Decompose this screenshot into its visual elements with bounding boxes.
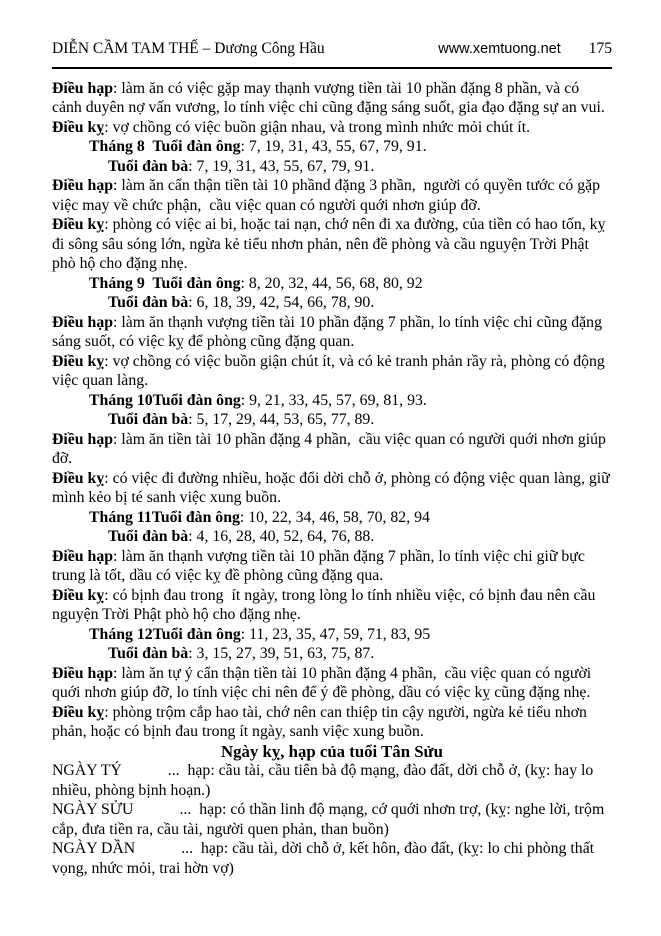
month-line [52,391,612,411]
dieu-hap-paragraph [52,430,612,469]
day-text: ... hạp: cầu tài, dời chỗ ở, kết hôn, đào đất, (kỵ: lo chi phòng thất vọng, nhức mỏi, trai hờn vợ) [52,840,595,877]
paragraph-text: : vợ chồng có việc buồn giận chút ít, và có kẻ tranh phản rầy rà, phòng có động việc quan làng. [52,352,605,389]
day-entry [52,761,612,800]
book-title: DIỄN CẦM TAM THẾ – Dương Công Hầu [52,40,325,57]
month-line [52,508,612,528]
tuoi-dan-ba-line [52,410,612,430]
dieu-ky-paragraph [52,469,612,508]
day-text: ... hạp: cầu tài, cầu tiên bà độ mạng, đào đất, dời chỗ ở, (kỵ: hay lo nhiều, phòng bịnh hoạn.) [52,762,594,799]
section-heading: Ngày kỵ, hạp của tuổi Tân Sửu [221,741,443,761]
paragraph-text: : phòng trộm cắp hao tài, chớ nên can thiệp tin cậy người, ngừa kẻ tiểu nhơn phản, hoặc có bịnh đau trong ít ngày, sanh việc xung buồn. [52,703,587,740]
dieu-hap-paragraph [52,547,612,586]
day-name: NGÀY DẦN [52,840,136,857]
website-url: www.xemtuong.net [438,41,561,57]
paragraph-text: : làm ăn thạnh vượng tiền tài 10 phần đặng 7 phần, lo tính việc chi cũng đặng sáng suốt, có việc kỵ để phòng cũng đặng quan. [52,313,602,350]
paragraph-text: : làm ăn thạnh vượng tiền tài 10 phần đặng 7 phần, lo tính việc chi giữ bực trung là tốt, dầu có việc kỵ đề phòng cũng đặng qua. [52,547,585,584]
paragraph-text: : 8, 20, 32, 44, 56, 68, 80, 92 [240,274,423,292]
paragraph-text: : làm ăn cẩn thận tiền tài 10 phầnd đặng 3 phần, người có quyền tước có gặp việc may về chức phận, cầu việc quan có người quới nhơn giúp đỡ. [52,177,600,214]
paragraph-label: Điều kỵ [52,703,105,721]
header-divider [52,67,612,69]
tuoi-dan-ba-line [52,644,612,664]
paragraph-label: Điều kỵ [52,469,105,487]
paragraph-label: Tuổi đàn bà [108,157,189,175]
paragraph-text: : vợ chồng có việc buồn giận nhau, và trong mình nhức mỏi chút ít. [104,118,531,136]
paragraph-text: : 4, 16, 28, 40, 52, 64, 76, 88. [188,528,375,545]
paragraph-text: : làm ăn tiền tài 10 phần đặng 4 phần, cầu việc quan có người quới nhơn giúp đỡ. [52,430,606,467]
paragraph-text: : phòng có việc ai bi, hoặc tai nạn, chớ nên đi xa đường, của tiền có hao tốn, kỵ đi sông sâu sóng lớn, ngừa kẻ tiểu nhơn phản, nên đề phòng và cầu nguyện Trời Phật phò hộ cho đặng nhẹ. [52,216,606,272]
dieu-hap-paragraph [52,313,612,352]
page-number: 175 [588,40,612,57]
paragraph-text: : có việc đi đường nhiều, hoặc đổi dời chỗ ở, phòng có động việc quan làng, giữ mình kẻo bị té sanh việc xung buồn. [52,469,610,506]
day-name: NGÀY SỬU [52,801,134,818]
paragraph-text: : 10, 22, 34, 46, 58, 70, 82, 94 [239,508,430,526]
paragraph-text: : 6, 18, 39, 42, 54, 66, 78, 90. [188,294,375,311]
month-line [52,625,612,645]
dieu-hap-paragraph [52,79,612,118]
paragraph-label: Tháng 8 Tuổi đàn ông [89,138,241,155]
paragraph-label: Điều kỵ [52,118,105,136]
paragraph-text: : 11, 23, 35, 47, 59, 71, 83, 95 [240,625,431,643]
paragraph-text: : 9, 21, 33, 45, 57, 69, 81, 93. [240,391,427,409]
day-text: ... hạp: có thần linh độ mạng, cớ quới nhơn trợ, (kỵ: nghe lời, trộm cắp, đưa tiền ra, cầu tài, người quen phản, than buồn) [52,801,605,838]
month-line [52,137,612,157]
page-body [52,79,612,879]
dieu-ky-paragraph [52,118,612,138]
tuoi-dan-ba-line [52,527,612,547]
dieu-ky-paragraph [52,703,612,742]
paragraph-text: : làm ăn có việc gặp may thạnh vượng tiền tài 10 phần đặng 8 phần, và có cảnh duyên nợ vấn vương, lo tính việc chi cũng đặng sáng suốt, gia đạo đặng sự an vui. [52,79,605,116]
paragraph-label: Tuổi đàn bà [108,528,189,545]
dieu-ky-paragraph [52,215,612,274]
paragraph-label: Tháng 12Tuổi đàn ông [89,625,241,643]
paragraph-label: Điều kỵ [52,216,105,233]
day-name: NGÀY TÝ [52,762,122,779]
header-right-group [438,39,612,60]
paragraph-label: Điều hạp [52,547,114,565]
paragraph-label: Điều kỵ [52,586,105,604]
dieu-ky-paragraph [52,586,612,625]
month-line [52,274,612,294]
paragraph-label: Tháng 10Tuổi đàn ông [89,391,241,409]
tuoi-dan-ba-line [52,157,612,177]
paragraph-text: : 5, 17, 29, 44, 53, 65, 77, 89. [188,411,375,428]
tuoi-dan-ba-line [52,293,612,313]
paragraph-label: Điều hạp [52,313,114,331]
paragraph-text: : 3, 15, 27, 39, 51, 63, 75, 87. [188,645,375,662]
page-header [52,39,612,60]
paragraph-label: Điều hạp [52,177,114,194]
paragraph-label: Điều hạp [52,664,114,682]
paragraph-text: : 7, 19, 31, 43, 55, 67, 79, 91. [240,138,427,155]
paragraph-label: Điều hạp [52,430,114,448]
paragraph-text: : có bịnh đau trong ít ngày, trong lòng lo tính nhiều việc, có bịnh đau nên cầu nguyện Trời Phật phò hộ cho đặng nhẹ. [52,586,596,623]
dieu-ky-paragraph [52,352,612,391]
paragraph-label: Tuổi đàn bà [108,411,189,428]
paragraph-text: : 7, 19, 31, 43, 55, 67, 79, 91. [188,157,375,175]
paragraph-label: Tuổi đàn bà [108,645,189,662]
day-entry [52,800,612,839]
paragraph-label: Điều kỵ [52,352,105,370]
day-entry [52,839,612,878]
dieu-hap-paragraph [52,176,612,215]
paragraph-label: Tuổi đàn bà [108,294,189,311]
paragraph-label: Tháng 9 Tuổi đàn ông [89,274,241,292]
paragraph-label: Điều hạp [52,79,114,97]
paragraph-text: : làm ăn tự ý cẩn thận tiền tài 10 phần đặng 4 phần, cầu việc quan có người quới nhơn giúp đỡ, lo tính việc chi nên để ý đề phòng, dầu có việc kỵ cũng đặng nhẹ. [52,664,592,701]
paragraph-label: Tháng 11Tuổi đàn ông [89,508,240,526]
dieu-hap-paragraph [52,664,612,703]
